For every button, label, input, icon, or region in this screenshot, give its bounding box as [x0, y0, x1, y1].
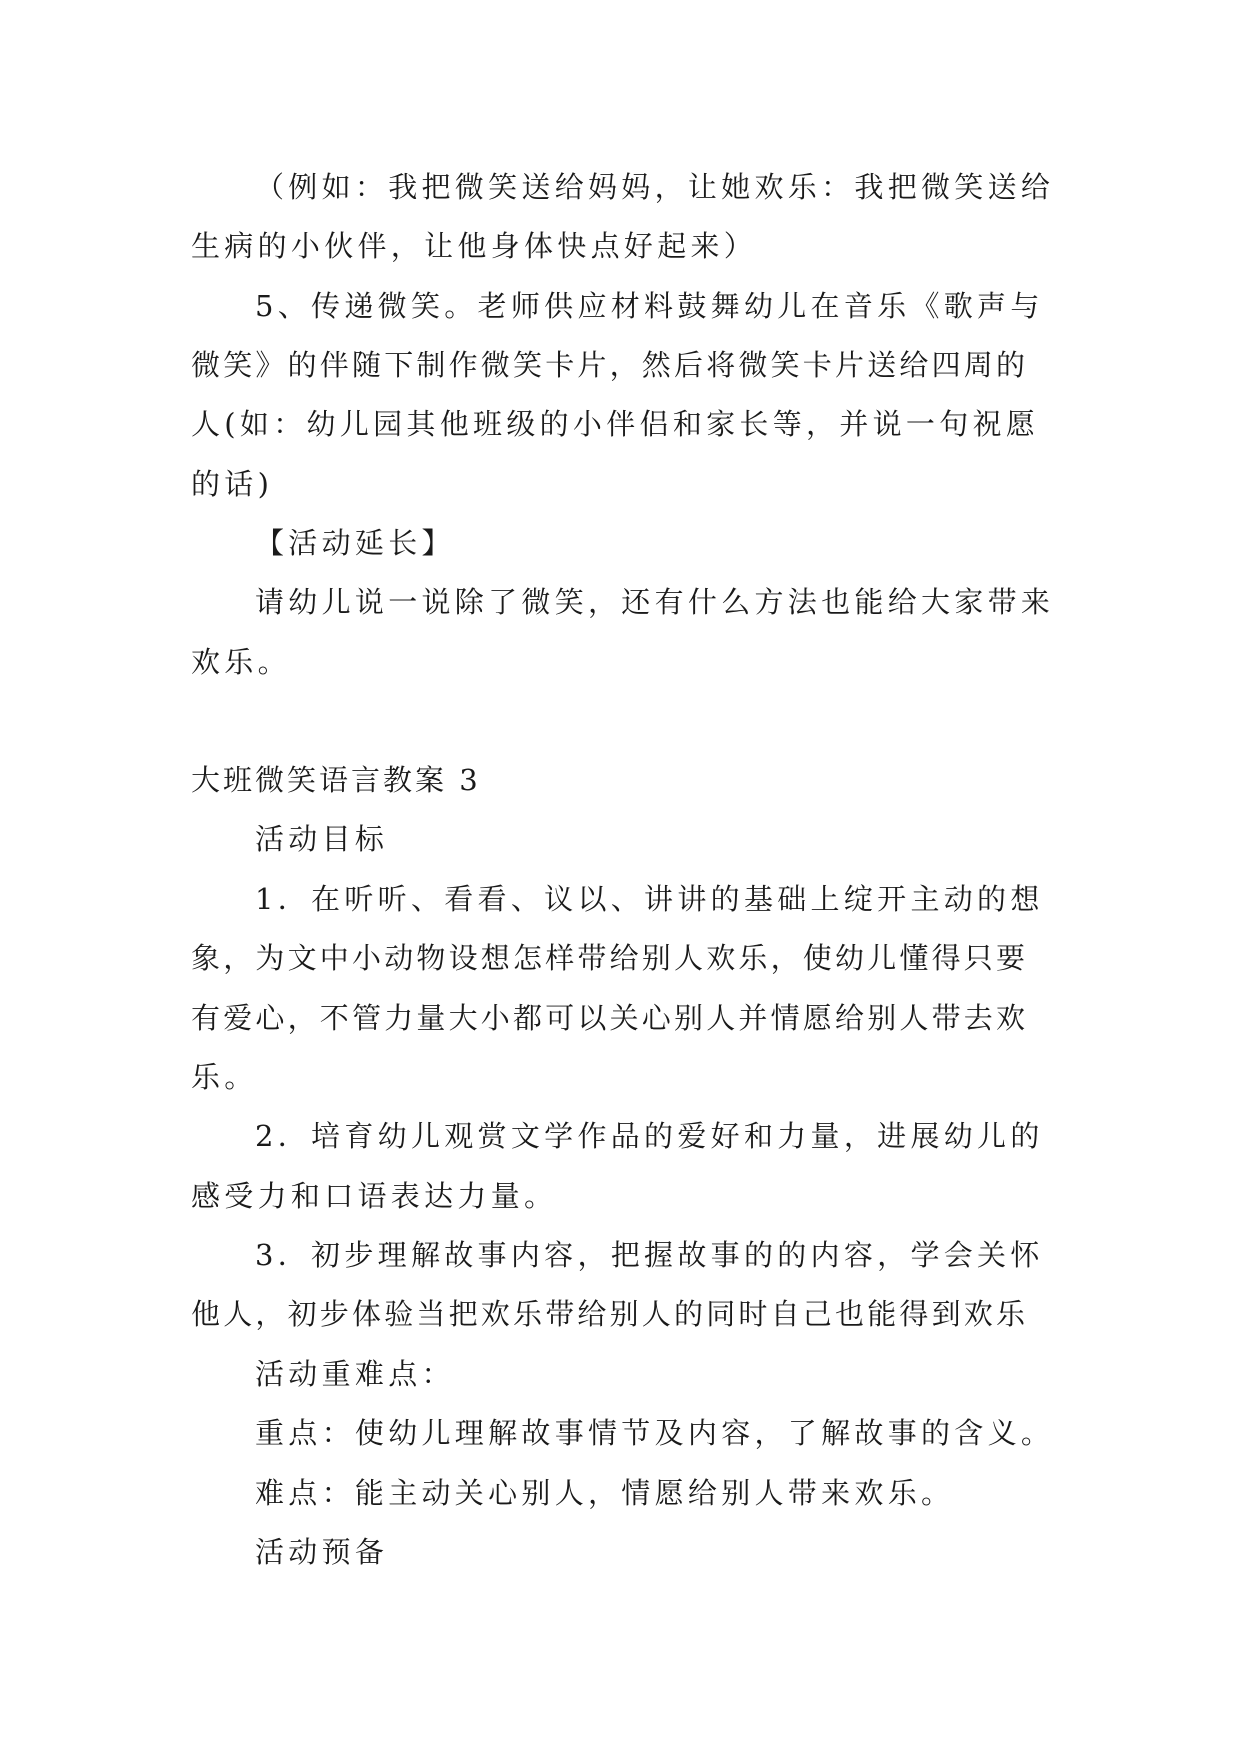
paragraph-line: 生病的小伙伴，让他身体快点好起来） — [191, 229, 758, 263]
paragraph-line: 请幼儿说一说除了微笑，还有什么方法也能给大家带来 — [255, 585, 1055, 619]
paragraph-line: 重点：使幼儿理解故事情节及内容，了解故事的含义。 — [255, 1416, 1055, 1450]
paragraph-line: 人(如：幼儿园其他班级的小伴侣和家长等，并说一句祝愿 — [191, 407, 1040, 441]
paragraph-line: 1．在听听、看看、议以、讲讲的基础上绽开主动的想 — [255, 882, 1044, 916]
paragraph-line: 象，为文中小动物设想怎样带给别人欢乐，使幼儿懂得只要 — [191, 941, 1029, 975]
paragraph-line: 感受力和口语表达力量。 — [191, 1179, 558, 1213]
paragraph-line: 有爱心，不管力量大小都可以关心别人并情愿给别人带去欢 — [191, 1001, 1029, 1035]
document-title: 大班微笑语言教案 3 — [191, 763, 481, 797]
paragraph-line: 3．初步理解故事内容，把握故事的的内容，学会关怀 — [255, 1238, 1044, 1272]
paragraph-line: 欢乐。 — [191, 645, 291, 679]
paragraph-line: 微笑》的伴随下制作微笑卡片，然后将微笑卡片送给四周的 — [191, 348, 1029, 382]
paragraph-line: 2．培育幼儿观赏文学作品的爱好和力量，进展幼儿的 — [255, 1119, 1044, 1153]
section-heading: 活动目标 — [255, 822, 389, 856]
paragraph-line: 乐。 — [191, 1060, 258, 1094]
section-heading: 活动重难点： — [255, 1357, 455, 1391]
paragraph-line: 的话) — [191, 467, 274, 501]
paragraph-line: 他人，初步体验当把欢乐带给别人的同时自己也能得到欢乐 — [191, 1297, 1029, 1331]
paragraph-line: （例如：我把微笑送给妈妈，让她欢乐：我把微笑送给 — [255, 170, 1055, 204]
section-heading: 【活动延长】 — [255, 526, 455, 560]
paragraph-line: 难点：能主动关心别人，情愿给别人带来欢乐。 — [255, 1476, 955, 1510]
section-heading: 活动预备 — [255, 1535, 389, 1569]
paragraph-line: 5、传递微笑。老师供应材料鼓舞幼儿在音乐《歌声与 — [255, 289, 1044, 323]
